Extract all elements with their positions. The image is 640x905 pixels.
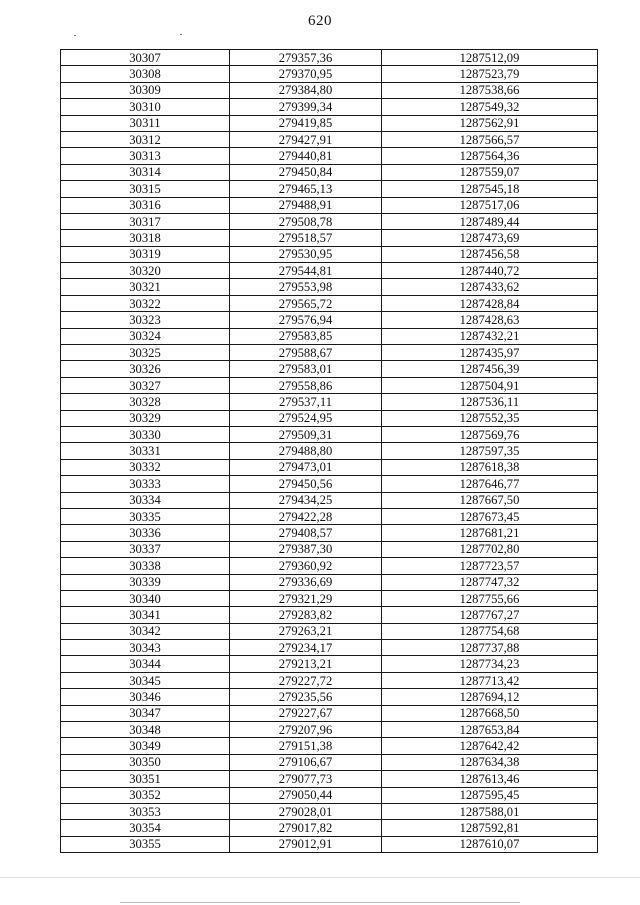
point-number-cell: 30311: [61, 115, 230, 131]
coordinates-table: [60, 49, 598, 853]
table-row: [61, 754, 598, 770]
table-row: [61, 345, 598, 361]
table-row: [61, 410, 598, 426]
y-coordinate-cell: 1287564,36: [382, 148, 598, 164]
x-coordinate-cell: 279227,72: [230, 672, 382, 688]
table-row: [61, 377, 598, 393]
x-coordinate-cell: 279508,78: [230, 213, 382, 229]
x-coordinate-cell: 279576,94: [230, 312, 382, 328]
x-coordinate-cell: 279565,72: [230, 295, 382, 311]
point-number-cell: 30341: [61, 607, 230, 623]
page-number: 620: [308, 13, 332, 29]
y-coordinate-cell: 1287634,38: [382, 754, 598, 770]
point-number-cell: 30334: [61, 492, 230, 508]
table-row: [61, 230, 598, 246]
point-number-cell: 30319: [61, 246, 230, 262]
y-coordinate-cell: 1287456,58: [382, 246, 598, 262]
scan-edge-line: [0, 877, 640, 878]
y-coordinate-cell: 1287653,84: [382, 722, 598, 738]
point-number-cell: 30312: [61, 131, 230, 147]
x-coordinate-cell: 279336,69: [230, 574, 382, 590]
y-coordinate-cell: 1287702,80: [382, 541, 598, 557]
x-coordinate-cell: 279283,82: [230, 607, 382, 623]
x-coordinate-cell: 279450,56: [230, 476, 382, 492]
table-row: [61, 131, 598, 147]
point-number-cell: 30333: [61, 476, 230, 492]
point-number-cell: 30335: [61, 508, 230, 524]
x-coordinate-cell: 279384,80: [230, 82, 382, 98]
point-number-cell: 30323: [61, 312, 230, 328]
x-coordinate-cell: 279207,96: [230, 722, 382, 738]
point-number-cell: 30338: [61, 558, 230, 574]
table-row: [61, 181, 598, 197]
y-coordinate-cell: 1287435,97: [382, 345, 598, 361]
x-coordinate-cell: 279357,36: [230, 50, 382, 66]
x-coordinate-cell: 279235,56: [230, 689, 382, 705]
table-row: [61, 328, 598, 344]
point-number-cell: 30318: [61, 230, 230, 246]
table-row: [61, 574, 598, 590]
point-number-cell: 30331: [61, 443, 230, 459]
y-coordinate-cell: 1287668,50: [382, 705, 598, 721]
point-number-cell: 30344: [61, 656, 230, 672]
x-coordinate-cell: 279360,92: [230, 558, 382, 574]
x-coordinate-cell: 279558,86: [230, 377, 382, 393]
table-row: [61, 722, 598, 738]
point-number-cell: 30348: [61, 722, 230, 738]
x-coordinate-cell: 279524,95: [230, 410, 382, 426]
y-coordinate-cell: 1287562,91: [382, 115, 598, 131]
table-row: [61, 558, 598, 574]
point-number-cell: 30349: [61, 738, 230, 754]
y-coordinate-cell: 1287545,18: [382, 181, 598, 197]
table-row: [61, 82, 598, 98]
x-coordinate-cell: 279399,34: [230, 99, 382, 115]
x-coordinate-cell: 279017,82: [230, 820, 382, 836]
x-coordinate-cell: 279583,85: [230, 328, 382, 344]
scan-edge-line: [120, 902, 520, 903]
y-coordinate-cell: 1287432,21: [382, 328, 598, 344]
point-number-cell: 30336: [61, 525, 230, 541]
coordinates-table-body: [61, 50, 598, 853]
point-number-cell: 30355: [61, 836, 230, 852]
point-number-cell: 30353: [61, 803, 230, 819]
point-number-cell: 30342: [61, 623, 230, 639]
table-row: [61, 689, 598, 705]
x-coordinate-cell: 279419,85: [230, 115, 382, 131]
table-row: [61, 672, 598, 688]
point-number-cell: 30347: [61, 705, 230, 721]
y-coordinate-cell: 1287597,35: [382, 443, 598, 459]
point-number-cell: 30340: [61, 590, 230, 606]
x-coordinate-cell: 279427,91: [230, 131, 382, 147]
y-coordinate-cell: 1287613,46: [382, 771, 598, 787]
point-number-cell: 30310: [61, 99, 230, 115]
x-coordinate-cell: 279553,98: [230, 279, 382, 295]
table-row: [61, 164, 598, 180]
x-coordinate-cell: 279408,57: [230, 525, 382, 541]
x-coordinate-cell: 279537,11: [230, 394, 382, 410]
y-coordinate-cell: 1287646,77: [382, 476, 598, 492]
y-coordinate-cell: 1287713,42: [382, 672, 598, 688]
table-row: [61, 246, 598, 262]
point-number-cell: 30326: [61, 361, 230, 377]
y-coordinate-cell: 1287552,35: [382, 410, 598, 426]
point-number-cell: 30339: [61, 574, 230, 590]
y-coordinate-cell: 1287754,68: [382, 623, 598, 639]
y-coordinate-cell: 1287456,39: [382, 361, 598, 377]
y-coordinate-cell: 1287592,81: [382, 820, 598, 836]
x-coordinate-cell: 279440,81: [230, 148, 382, 164]
point-number-cell: 30314: [61, 164, 230, 180]
x-coordinate-cell: 279473,01: [230, 459, 382, 475]
y-coordinate-cell: 1287523,79: [382, 66, 598, 82]
point-number-cell: 30309: [61, 82, 230, 98]
point-number-cell: 30352: [61, 787, 230, 803]
x-coordinate-cell: 279422,28: [230, 508, 382, 524]
y-coordinate-cell: 1287667,50: [382, 492, 598, 508]
x-coordinate-cell: 279434,25: [230, 492, 382, 508]
point-number-cell: 30324: [61, 328, 230, 344]
x-coordinate-cell: 279213,21: [230, 656, 382, 672]
x-coordinate-cell: 279370,95: [230, 66, 382, 82]
y-coordinate-cell: 1287747,32: [382, 574, 598, 590]
point-number-cell: 30351: [61, 771, 230, 787]
x-coordinate-cell: 279509,31: [230, 426, 382, 442]
table-row: [61, 541, 598, 557]
y-coordinate-cell: 1287569,76: [382, 426, 598, 442]
y-coordinate-cell: 1287489,44: [382, 213, 598, 229]
table-row: [61, 787, 598, 803]
y-coordinate-cell: 1287734,23: [382, 656, 598, 672]
y-coordinate-cell: 1287610,07: [382, 836, 598, 852]
table-row: [61, 50, 598, 66]
x-coordinate-cell: 279544,81: [230, 263, 382, 279]
table-row: [61, 443, 598, 459]
x-coordinate-cell: 279227,67: [230, 705, 382, 721]
point-number-cell: 30332: [61, 459, 230, 475]
table-row: [61, 459, 598, 475]
table-row: [61, 115, 598, 131]
y-coordinate-cell: 1287566,57: [382, 131, 598, 147]
point-number-cell: 30328: [61, 394, 230, 410]
table-row: [61, 476, 598, 492]
table-row: [61, 263, 598, 279]
point-number-cell: 30325: [61, 345, 230, 361]
table-row: [61, 492, 598, 508]
point-number-cell: 30337: [61, 541, 230, 557]
y-coordinate-cell: 1287549,32: [382, 99, 598, 115]
table-row: [61, 820, 598, 836]
y-coordinate-cell: 1287473,69: [382, 230, 598, 246]
x-coordinate-cell: 279488,80: [230, 443, 382, 459]
x-coordinate-cell: 279518,57: [230, 230, 382, 246]
x-coordinate-cell: 279012,91: [230, 836, 382, 852]
y-coordinate-cell: 1287559,07: [382, 164, 598, 180]
point-number-cell: 30317: [61, 213, 230, 229]
x-coordinate-cell: 279583,01: [230, 361, 382, 377]
point-number-cell: 30321: [61, 279, 230, 295]
y-coordinate-cell: 1287694,12: [382, 689, 598, 705]
x-coordinate-cell: 279106,67: [230, 754, 382, 770]
table-row: [61, 656, 598, 672]
table-row: [61, 836, 598, 852]
x-coordinate-cell: 279077,73: [230, 771, 382, 787]
point-number-cell: 30313: [61, 148, 230, 164]
x-coordinate-cell: 279450,84: [230, 164, 382, 180]
table-row: [61, 705, 598, 721]
point-number-cell: 30345: [61, 672, 230, 688]
point-number-cell: 30329: [61, 410, 230, 426]
scan-speck: [180, 34, 182, 35]
point-number-cell: 30343: [61, 640, 230, 656]
point-number-cell: 30346: [61, 689, 230, 705]
table-row: [61, 197, 598, 213]
table-row: [61, 803, 598, 819]
y-coordinate-cell: 1287767,27: [382, 607, 598, 623]
point-number-cell: 30320: [61, 263, 230, 279]
y-coordinate-cell: 1287440,72: [382, 263, 598, 279]
y-coordinate-cell: 1287588,01: [382, 803, 598, 819]
x-coordinate-cell: 279321,29: [230, 590, 382, 606]
y-coordinate-cell: 1287428,84: [382, 295, 598, 311]
table-row: [61, 508, 598, 524]
table-row: [61, 213, 598, 229]
table-row: [61, 394, 598, 410]
y-coordinate-cell: 1287673,45: [382, 508, 598, 524]
y-coordinate-cell: 1287512,09: [382, 50, 598, 66]
table-row: [61, 590, 598, 606]
y-coordinate-cell: 1287618,38: [382, 459, 598, 475]
x-coordinate-cell: 279387,30: [230, 541, 382, 557]
table-row: [61, 148, 598, 164]
y-coordinate-cell: 1287536,11: [382, 394, 598, 410]
point-number-cell: 30322: [61, 295, 230, 311]
table-row: [61, 525, 598, 541]
x-coordinate-cell: 279151,38: [230, 738, 382, 754]
point-number-cell: 30330: [61, 426, 230, 442]
table-row: [61, 279, 598, 295]
y-coordinate-cell: 1287595,45: [382, 787, 598, 803]
table-row: [61, 607, 598, 623]
y-coordinate-cell: 1287517,06: [382, 197, 598, 213]
table-row: [61, 295, 598, 311]
point-number-cell: 30308: [61, 66, 230, 82]
x-coordinate-cell: 279263,21: [230, 623, 382, 639]
table-row: [61, 738, 598, 754]
y-coordinate-cell: 1287737,88: [382, 640, 598, 656]
table-row: [61, 99, 598, 115]
x-coordinate-cell: 279530,95: [230, 246, 382, 262]
y-coordinate-cell: 1287538,66: [382, 82, 598, 98]
point-number-cell: 30350: [61, 754, 230, 770]
x-coordinate-cell: 279028,01: [230, 803, 382, 819]
point-number-cell: 30354: [61, 820, 230, 836]
y-coordinate-cell: 1287433,62: [382, 279, 598, 295]
y-coordinate-cell: 1287681,21: [382, 525, 598, 541]
point-number-cell: 30316: [61, 197, 230, 213]
y-coordinate-cell: 1287504,91: [382, 377, 598, 393]
x-coordinate-cell: 279050,44: [230, 787, 382, 803]
y-coordinate-cell: 1287723,57: [382, 558, 598, 574]
y-coordinate-cell: 1287642,42: [382, 738, 598, 754]
table-row: [61, 426, 598, 442]
table-row: [61, 312, 598, 328]
table-row: [61, 640, 598, 656]
x-coordinate-cell: 279465,13: [230, 181, 382, 197]
x-coordinate-cell: 279588,67: [230, 345, 382, 361]
x-coordinate-cell: 279488,91: [230, 197, 382, 213]
y-coordinate-cell: 1287755,66: [382, 590, 598, 606]
y-coordinate-cell: 1287428,63: [382, 312, 598, 328]
table-row: [61, 66, 598, 82]
point-number-cell: 30327: [61, 377, 230, 393]
table-row: [61, 623, 598, 639]
scan-speck: [74, 35, 76, 36]
point-number-cell: 30307: [61, 50, 230, 66]
table-row: [61, 771, 598, 787]
table-row: [61, 361, 598, 377]
x-coordinate-cell: 279234,17: [230, 640, 382, 656]
point-number-cell: 30315: [61, 181, 230, 197]
